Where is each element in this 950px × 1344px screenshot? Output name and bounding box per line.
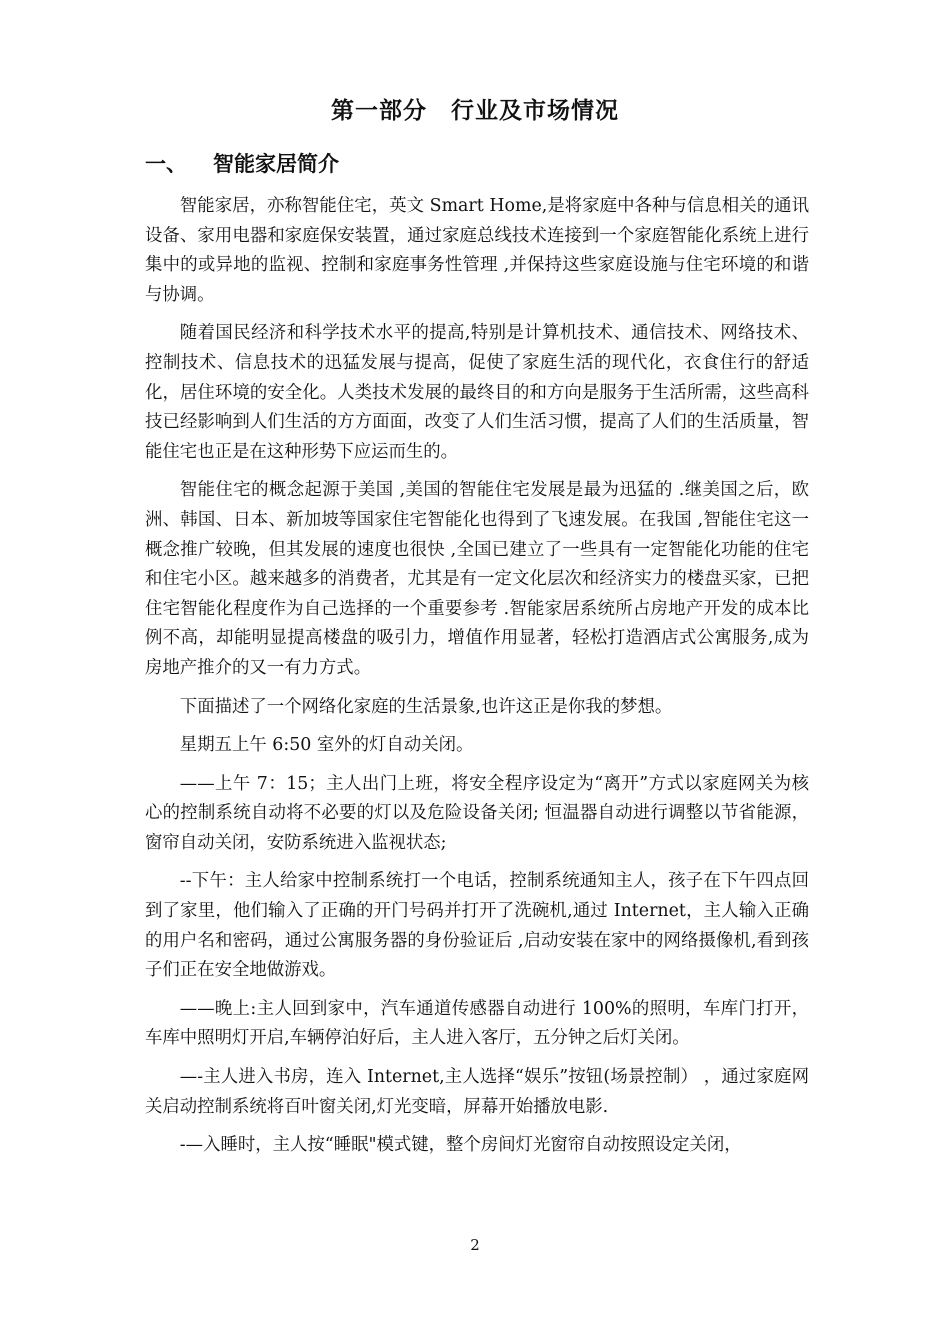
paragraph-scenario-intro: 下面描述了一个网络化家庭的生活景象,也许这正是你我的梦想。 — [179, 696, 673, 717]
section-heading — [145, 148, 339, 178]
body-text — [145, 192, 809, 1170]
paragraph-evening: ——晚上:主人回到家中，汽车通道传感器自动进行 100%的照明，车库门打开，车库中照明灯开启,车辆停泊好后，主人进入客厅，五分钟之后灯关闭。 — [145, 998, 809, 1049]
paragraph-development: 随着国民经济和科学技术水平的提高,特别是计算机技术、通信技术、网络技术、控制技术、信息技术的迅猛发展与提高，促使了家庭生活的现代化，衣食住行的舒适化，居住环境的安全化。人类技术发展的最终目的和方向是服务于生活所需，这些高科技已经影响到人们生活的方方面面，改变了人们生活习惯，提高了人们的生活质量，智能住宅也正是在这种形势下应运而生的。 — [145, 323, 809, 462]
paragraph-friday-morning: 星期五上午 6:50 室外的灯自动关闭。 — [179, 735, 474, 756]
paragraph-morning: ——上午 7：15；主人出门上班，将安全程序设定为“离开”方式以家庭网关为核心的控制系统自动将不必要的灯以及危险设备关闭; 恒温器自动进行调整以节省能源，窗帘自动关闭，安防系统进入监视状态; — [145, 773, 809, 853]
paragraph-sleep: -—入睡时，主人按“睡眠"模式键，整个房间灯光窗帘自动按照设定关闭， — [179, 1135, 742, 1156]
paragraph-intro: 智能家居，亦称智能住宅，英文 Smart Home,是将家庭中各种与信息相关的通讯设备、家用电器和家庭保安装置，通过家庭总线技术连接到一个家庭智能化系统上进行集中的或异地的监视、控制和家庭事务性管理 ,并保持这些家庭设施与住宅环境的和谐与协调。 — [145, 196, 809, 305]
paragraph-origin: 智能住宅的概念起源于美国 ,美国的智能住宅发展是最为迅猛的 .继美国之后，欧洲、韩国、日本、新加坡等国家住宅智能化也得到了飞速发展。在我国 ,智能住宅这一概念推广较晚，但其发展的速度也很快 ,全国已建立了一些具有一定智能化功能的住宅和住宅小区。越来越多的消费者，尤其是有一定文化层次和经济实力的楼盘买家，已把住宅智能化程度作为自己选择的一个重要参考 .智能家居系统所占房地产开发的成本比例不高，却能明显提高楼盘的吸引力，增值作用显著，轻松打造酒店式公寓服务,成为房地产推介的又一有力方式。 — [145, 480, 809, 678]
page-number: 2 — [470, 1236, 480, 1254]
section-number: 一、 — [145, 152, 187, 176]
section-title: 智能家居简介 — [213, 152, 339, 176]
part-title: 第一部分 行业及市场情况 — [331, 98, 619, 124]
paragraph-afternoon: --下午：主人给家中控制系统打一个电话，控制系统通知主人，孩子在下午四点回到了家里，他们输入了正确的开门号码并打开了洗碗机,通过 Internet，主人输入正确的用户名和密码，通过公寓服务器的身份验证后 ,启动安装在家中的网络摄像机,看到孩子们正在安全地做游戏。 — [145, 871, 809, 981]
paragraph-study: —-主人进入书房，连入 Internet,主人选择“娱乐”按钮(场景控制） ，通过家庭网关启动控制系统将百叶窗关闭,灯光变暗，屏幕开始播放电影. — [145, 1067, 809, 1117]
